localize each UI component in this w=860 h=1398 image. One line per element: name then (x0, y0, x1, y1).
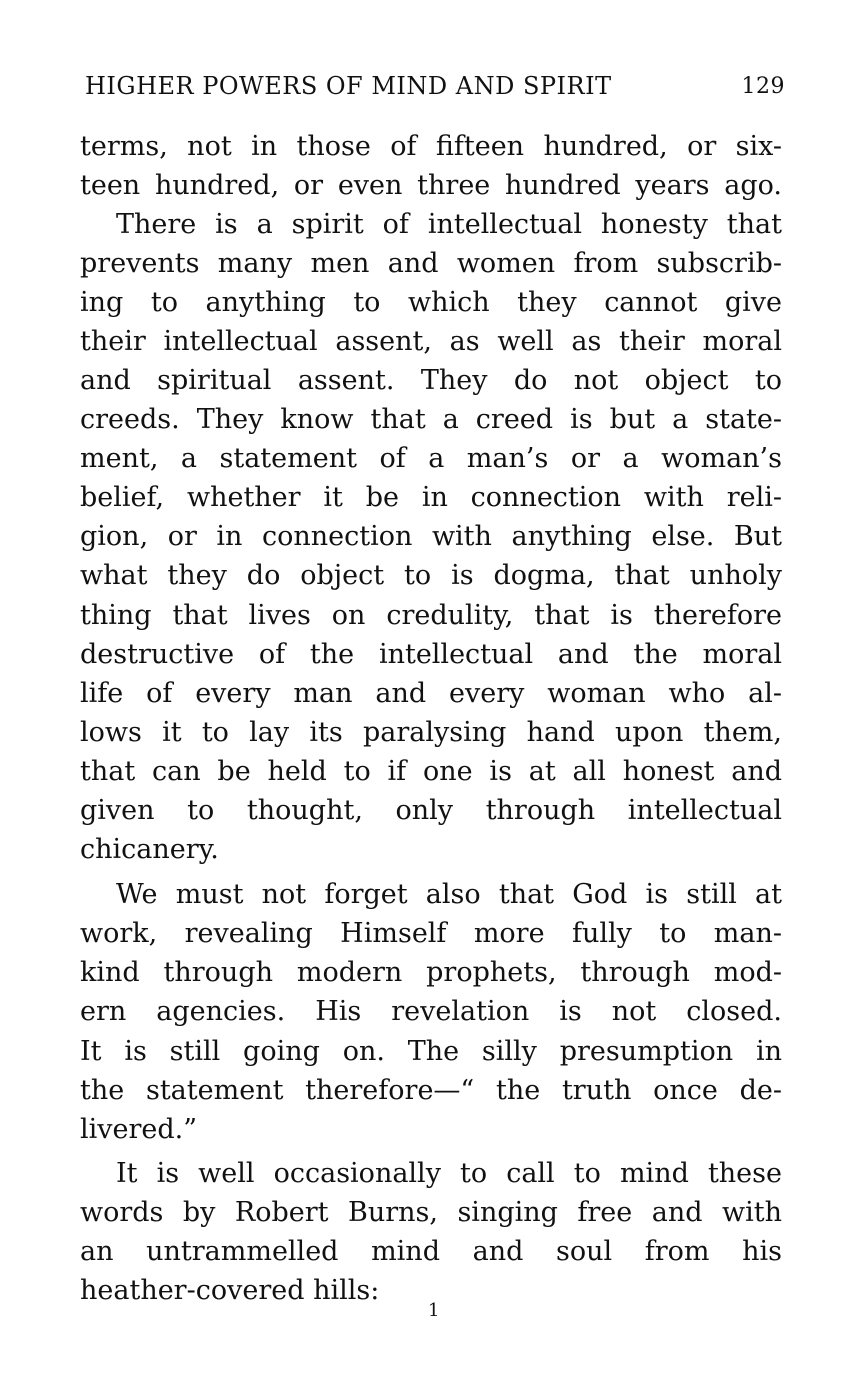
text-line: ern agencies. His revelation is not closed. (80, 996, 782, 1027)
text-line: kind through modern prophets, through mod- (80, 957, 782, 988)
text-line: creeds. They know that a creed is but a state- (80, 404, 782, 435)
paragraph-end-line: chicanery. (80, 834, 219, 865)
footnote-marker: 1 (428, 1300, 440, 1321)
paragraph-start-line: We must not forget also that God is still at (116, 879, 782, 910)
text-line: gion, or in connection with anything else. But (80, 521, 782, 552)
text-line: It is still going on. The silly presumption in (80, 1036, 782, 1067)
text-line: ment, a statement of a man’s or a woman’s (80, 443, 782, 474)
paragraph-end-line: livered.” (80, 1114, 198, 1145)
text-line: teen hundred, or even three hundred years ago. (80, 170, 782, 201)
text-line: that can be held to if one is at all honest and (80, 756, 782, 787)
text-line: given to thought, only through intellectual (80, 795, 782, 826)
text-line: belief, whether it be in connection with reli- (80, 482, 782, 513)
running-header (85, 72, 785, 112)
text-line: work, revealing Himself more fully to man- (80, 918, 782, 949)
text-line: prevents many men and women from subscrib- (80, 248, 782, 279)
running-title: HIGHER POWERS OF MIND AND SPIRIT (85, 72, 612, 100)
text-line: their intellectual assent, as well as their moral (80, 326, 782, 357)
text-line: thing that lives on credulity, that is therefore (80, 600, 782, 631)
text-line: destructive of the intellectual and the moral (80, 639, 782, 670)
text-line: words by Robert Burns, singing free and with (80, 1197, 782, 1228)
paragraph-start-line: There is a spirit of intellectual honesty that (116, 209, 782, 240)
text-line: lows it to lay its paralysing hand upon them, (80, 717, 782, 748)
text-line: terms, not in those of fifteen hundred, or six- (80, 131, 782, 162)
text-line: what they do object to is dogma, that unholy (80, 560, 782, 591)
paragraph-end-line: heather-covered hills: (80, 1275, 380, 1306)
text-line: and spiritual assent. They do not object to (80, 365, 782, 396)
text-line: life of every man and every woman who al- (80, 678, 782, 709)
text-line: the statement therefore—“ the truth once de- (80, 1075, 782, 1106)
page-number: 129 (741, 74, 785, 99)
text-line: ing to anything to which they cannot give (80, 287, 782, 318)
text-line: an untrammelled mind and soul from his (80, 1236, 782, 1267)
paragraph-start-line: It is well occasionally to call to mind these (116, 1158, 782, 1189)
